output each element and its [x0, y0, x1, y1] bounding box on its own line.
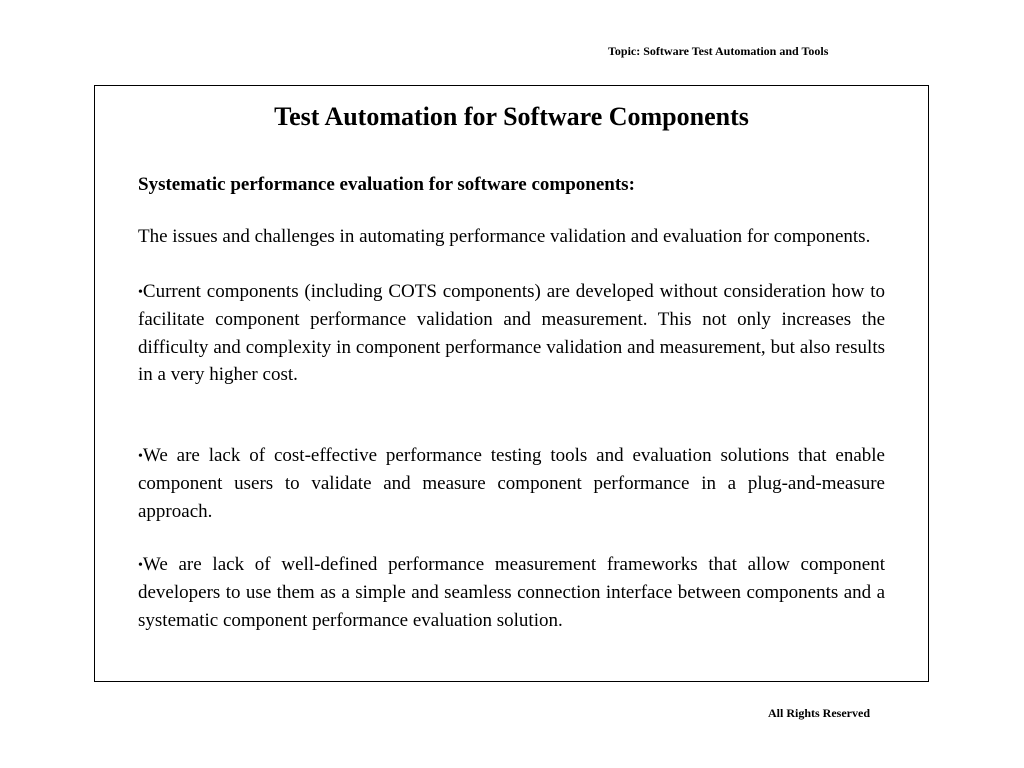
- bullet-item-2: [138, 442, 885, 525]
- slide-title: Test Automation for Software Components: [274, 102, 749, 131]
- intro-paragraph: The issues and challenges in automating performance validation and evaluation for components.: [138, 226, 871, 247]
- bullet-icon: •: [138, 558, 143, 573]
- bullet-icon: •: [138, 285, 143, 300]
- bullet-item-1: [138, 278, 885, 389]
- bullet-icon: •: [138, 449, 143, 464]
- bullet-item-3: [138, 551, 885, 634]
- bullet-text: We are lack of cost-effective performance testing tools and evaluation solutions that enable component users to validate and measure component performance in a plug-and-measure approach.: [138, 445, 885, 522]
- copyright-footer: All Rights Reserved: [768, 706, 870, 720]
- bullet-text: We are lack of well-defined performance measurement frameworks that allow component developers to use them as a simple and seamless connection interface between components and a systematic component performance evaluation solution.: [138, 554, 885, 631]
- section-subheading: Systematic performance evaluation for software components:: [138, 174, 635, 195]
- bullet-text: Current components (including COTS components) are developed without consideration how to facilitate component performance validation and measurement. This not only increases the difficulty and complexity in component performance validation and measurement, but also results in a very higher cost.: [138, 281, 885, 386]
- topic-header: Topic: Software Test Automation and Tools: [608, 44, 829, 58]
